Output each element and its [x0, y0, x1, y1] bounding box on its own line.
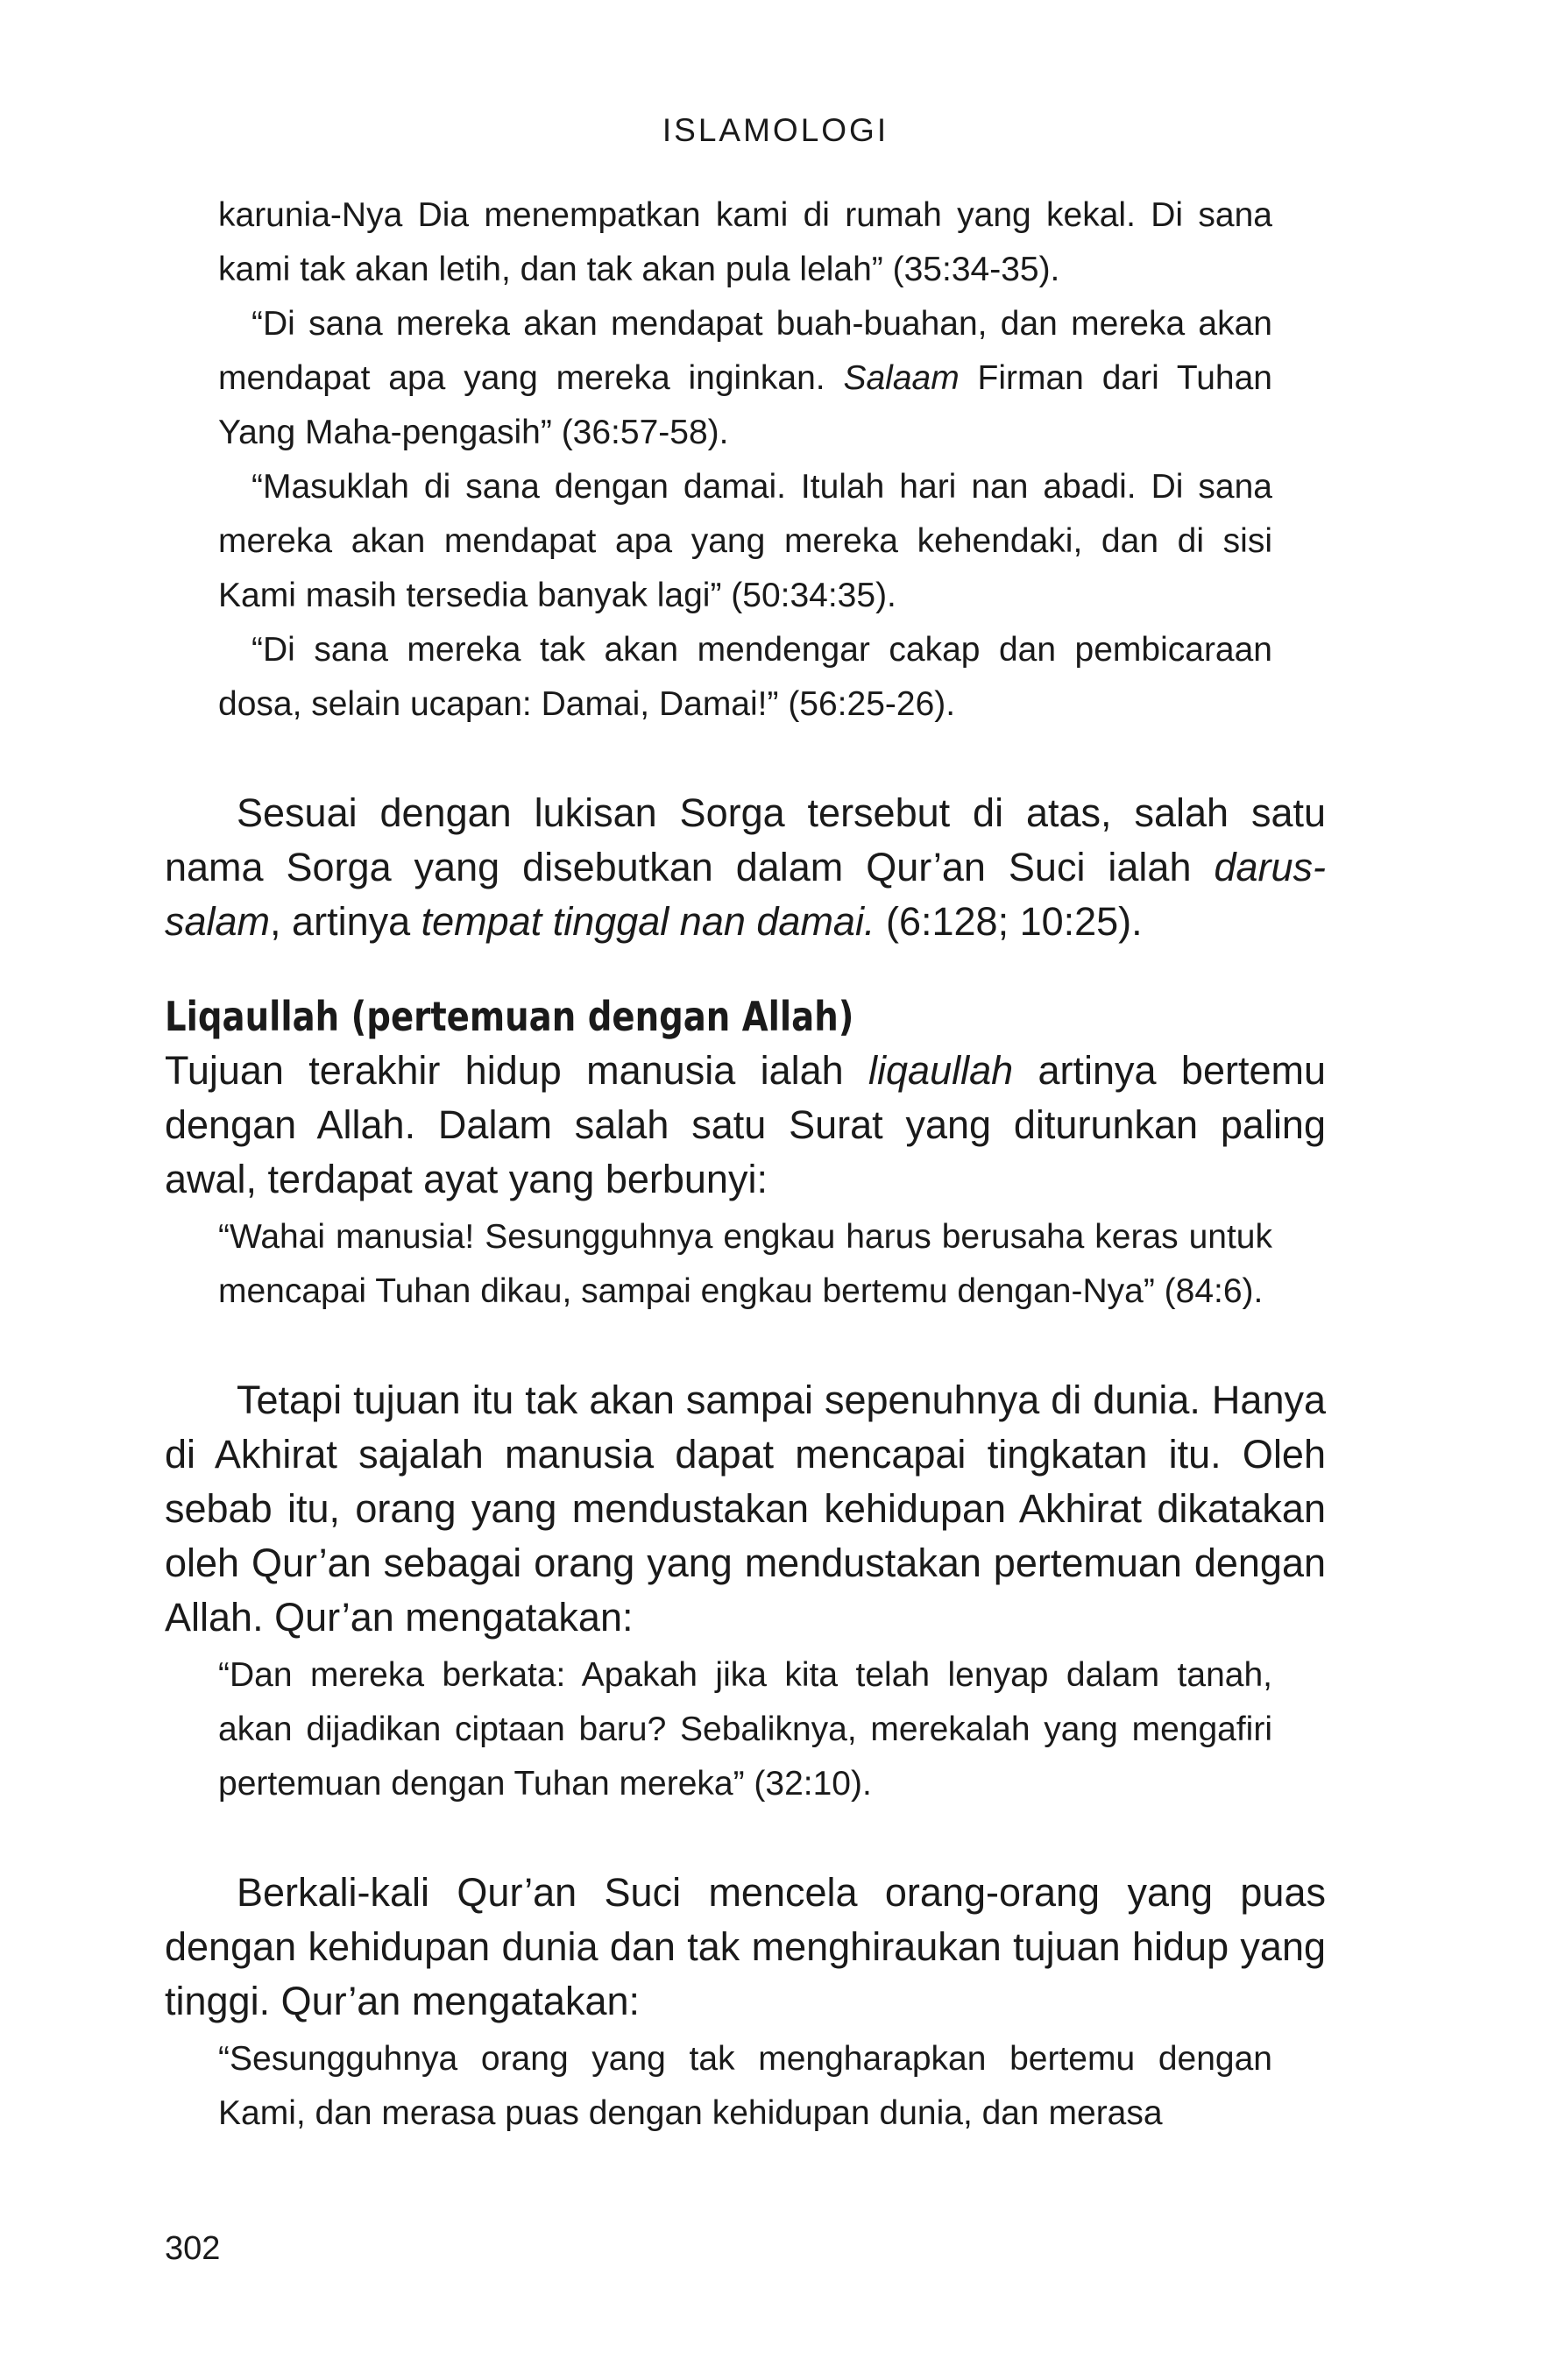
quote-block-continued [218, 2032, 1272, 2141]
quote-paragraph-50-34: “Masuklah di sana dengan damai. Itulah hari nan abadi. Di sana mereka akan mendapat apa yang mereka kehendaki, dan di sisi Kami masih tersedia banyak lagi” (50:34:35). [218, 468, 1272, 614]
quote-text: “Di sana mereka akan mendapat buah-buahan, dan mereka akan mendapat apa yang mereka inginkan. [218, 305, 1272, 397]
spacer [165, 732, 1326, 786]
page-content [165, 188, 1326, 2141]
spacer [165, 949, 1326, 989]
body-paragraph-darus-salam [165, 786, 1326, 949]
quote-paragraph-35-34: karunia-Nya Dia menempatkan kami di rumah yang kekal. Di sana kami tak akan letih, dan tak akan pula lelah” (35:34-35). [218, 196, 1272, 288]
emphasis-liqaullah: liqaullah [868, 1048, 1014, 1093]
quote-block-32-10 [218, 1648, 1272, 1811]
body-paragraph-dunia: Berkali-kali Qur’an Suci mencela orang-orang yang puas dengan kehidupan dunia dan tak menghiraukan tujuan hidup yang tinggi. Qur’an mengatakan: [165, 1870, 1326, 2023]
quote-paragraph: “Wahai manusia! Sesungguhnya engkau harus berusaha keras untuk mencapai Tuhan dikau, sampai engkau bertemu dengan-Nya” (84:6). [218, 1218, 1272, 1310]
emphasis-darus-salam: darus-salam [165, 845, 1326, 944]
running-header: ISLAMOLOGI [662, 112, 889, 148]
quote-paragraph-36-57 [218, 297, 1272, 460]
body-paragraph-akhirat: Tetapi tujuan itu tak akan sampai sepenuhnya di dunia. Hanya di Akhirat sajalah manusia dapat mencapai tingkatan itu. Oleh sebab itu, orang yang mendustakan kehidupan Akhirat dikatakan oleh Qur’an sebagai orang yang mendustakan pertemuan dengan Allah. Qur’an mengatakan: [165, 1378, 1326, 1640]
emphasis-tempat-tinggal: tempat tinggal nan damai. [421, 899, 875, 944]
page-number: 302 [165, 2230, 221, 2267]
body-paragraph-liqaullah [165, 1044, 1326, 1207]
body-text: Sesuai dengan lukisan Sorga tersebut di atas, salah satu nama Sorga yang disebutkan dalam Qur’an Suci ialah [165, 790, 1326, 889]
quote-block-84-6 [218, 1210, 1272, 1319]
body-text: (6:128; 10:25). [875, 899, 1143, 944]
quote-paragraph: “Dan mereka berkata: Apakah jika kita telah lenyap dalam tanah, akan dijadikan ciptaan baru? Sebaliknya, merekalah yang mengafiri pertemuan dengan Tuhan mereka” (32:10). [218, 1656, 1272, 1803]
body-text: artinya bertemu dengan Allah. Dalam salah satu Surat yang diturunkan paling awal, terdapat ayat yang berbunyi: [165, 1048, 1326, 1201]
spacer [165, 1319, 1326, 1373]
spacer [165, 1811, 1326, 1866]
quote-block-paradise [218, 188, 1272, 732]
quote-paragraph-56-25: “Di sana mereka tak akan mendengar cakap dan pembicaraan dosa, selain ucapan: Damai, Damai!” (56:25-26). [218, 631, 1272, 723]
body-text: Tujuan terakhir hidup manusia ialah [165, 1048, 869, 1093]
quote-paragraph: “Sesungguhnya orang yang tak mengharapkan bertemu dengan Kami, dan merasa puas dengan kehidupan dunia, dan merasa [218, 2040, 1272, 2132]
quote-text: Firman dari Tuhan Yang Maha-pengasih” (36:57-58). [218, 359, 1272, 451]
section-heading-liqaullah: Liqaullah (pertemuan dengan Allah) [165, 993, 854, 1040]
body-text: , artinya [270, 899, 421, 944]
quote-emphasis-salaam: Salaam [843, 359, 960, 397]
